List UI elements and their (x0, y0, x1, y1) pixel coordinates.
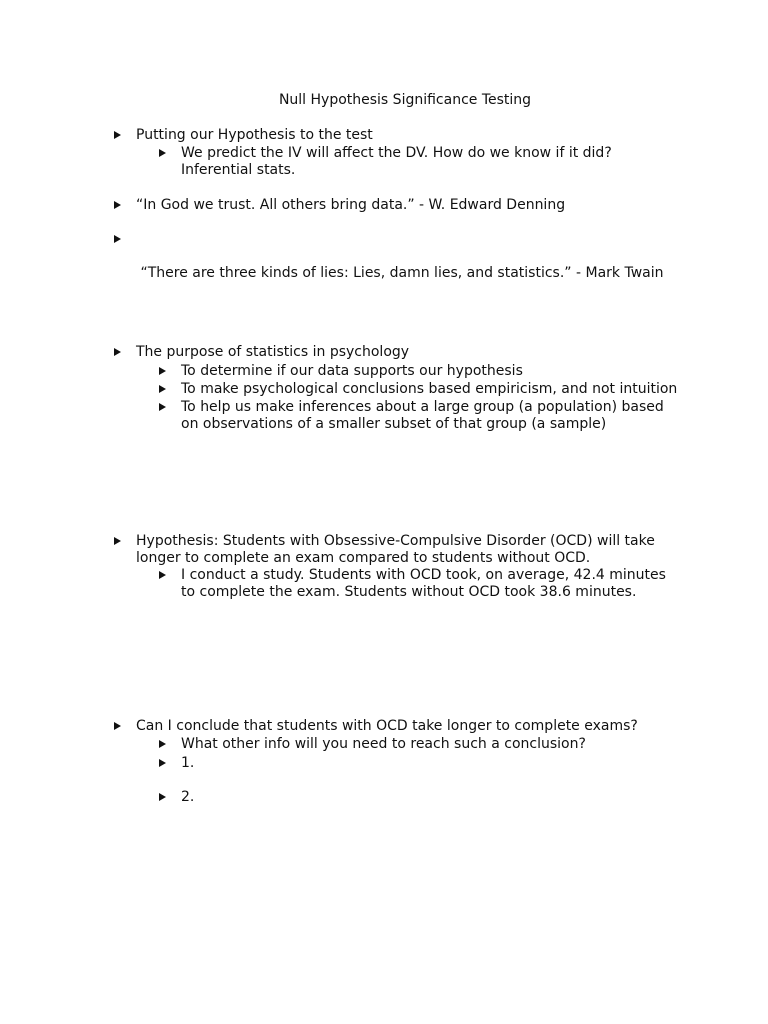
bullet-text (181, 789, 194, 806)
bullet-arrow-icon (114, 131, 121, 139)
bullet-arrow-icon (159, 403, 166, 411)
text-line: To determine if our data supports our hypothesis (181, 363, 523, 379)
document-title: Null Hypothesis Significance Testing (278, 92, 532, 108)
bullet-arrow-icon (159, 367, 166, 375)
bullet-text (136, 231, 664, 316)
bullet-text (181, 755, 194, 772)
bullet-arrow-icon (159, 149, 166, 157)
text-line: on observations of a smaller subset of that group (a sample) (181, 416, 607, 432)
bullet-text (136, 344, 409, 361)
bullet-text (181, 567, 666, 601)
text-line: I conduct a study. Students with OCD took, on average, 42.4 minutes (181, 567, 666, 583)
bullet-text (136, 127, 373, 144)
bullet-arrow-icon (159, 571, 166, 579)
text-line: Putting our Hypothesis to the test (136, 127, 373, 143)
bullet-arrow-icon (114, 201, 121, 209)
text-line: To help us make inferences about a large group (a population) based (181, 399, 664, 415)
bullet-arrow-icon (159, 740, 166, 748)
bullet-text (181, 145, 612, 179)
bullet-text (181, 736, 586, 753)
bullet-arrow-icon (159, 385, 166, 393)
bullet-arrow-icon (159, 793, 166, 801)
text-line: “In God we trust. All others bring data.” - W. Edward Denning (136, 197, 566, 213)
text-line: We predict the IV will affect the DV. How do we know if it did? (181, 145, 612, 161)
text-line: Inferential stats. (181, 162, 296, 178)
text-line: Can I conclude that students with OCD take longer to complete exams? (136, 718, 638, 734)
text-line: 2. (181, 789, 195, 805)
bullet-arrow-icon (114, 235, 121, 243)
bullet-text (181, 381, 677, 398)
text-line: “There are three kinds of lies: Lies, damn lies, and statistics.” - Mark Twain (136, 265, 664, 281)
text-line: to complete the exam. Students without OCD took 38.6 minutes. (181, 584, 637, 600)
bullet-text (136, 718, 638, 735)
bullet-text (181, 399, 664, 433)
bullet-arrow-icon (114, 722, 121, 730)
bullet-text (136, 533, 655, 567)
text-line: Hypothesis: Students with Obsessive-Compulsive Disorder (OCD) will take (136, 533, 655, 549)
bullet-arrow-icon (114, 537, 121, 545)
text-line: What other info will you need to reach such a conclusion? (181, 736, 586, 752)
text-line: longer to complete an exam compared to students without OCD. (136, 550, 591, 566)
text-line: The purpose of statistics in psychology (136, 344, 410, 360)
bullet-arrow-icon (159, 759, 166, 767)
bullet-text (181, 363, 523, 380)
text-line: To make psychological conclusions based empiricism, and not intuition (181, 381, 678, 397)
bullet-arrow-icon (114, 348, 121, 356)
text-line: 1. (181, 755, 195, 771)
bullet-text (136, 197, 565, 214)
